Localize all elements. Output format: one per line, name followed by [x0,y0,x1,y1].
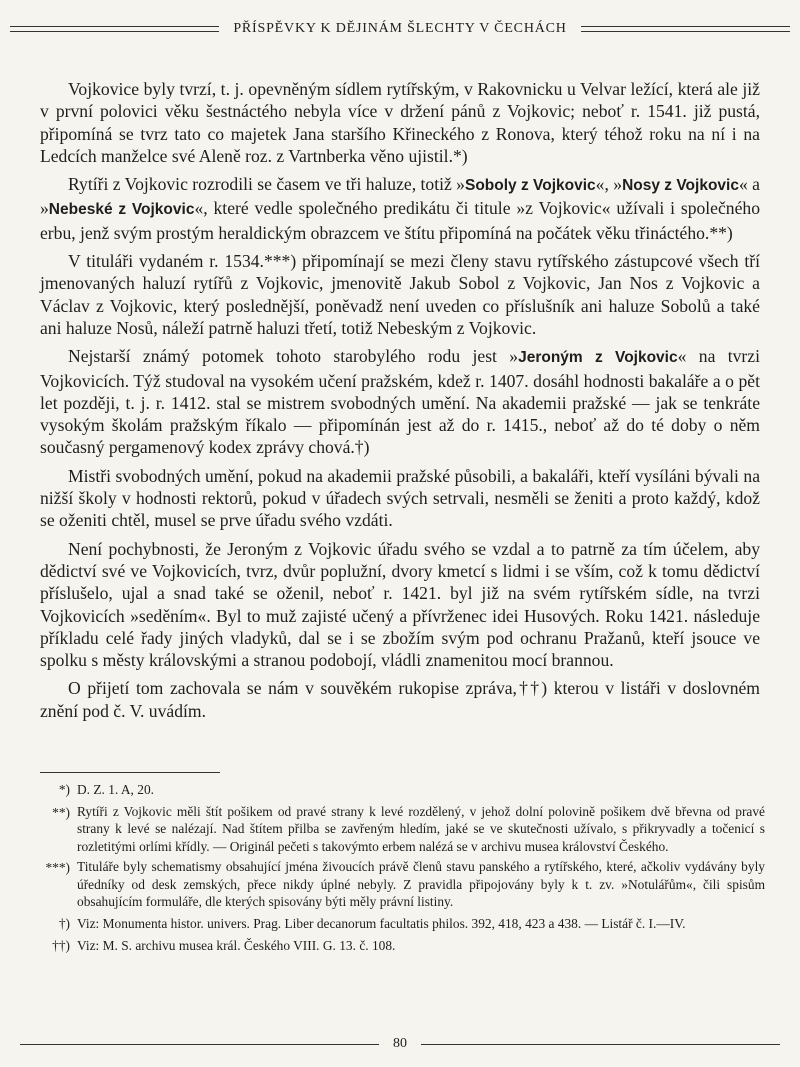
header-title: PŘÍSPĚVKY K DĚJINÁM ŠLECHTY V ČECHÁCH [233,21,567,36]
footnote-text: D. Z. 1. A, 20. [77,782,154,797]
emphasized-name: Nebeské z Vojkovic [48,201,195,219]
footer-rule-left [20,1044,379,1045]
footnote [40,936,765,956]
footnote [40,858,765,911]
text-run: Nejstarší známý potomek tohoto starobylého rodu jest » [68,346,519,367]
emphasized-name: Nosy z Vojkovic [622,177,739,195]
footnote-mark: *) [58,782,70,797]
body-paragraph [40,173,760,244]
text-run: O přijetí tom zachovala se nám v souvěkém rukopise zpráva,††) kterou v listáři v doslovném znění pod č. V. uvádím. [40,678,760,721]
page-footer [20,1034,780,1054]
footnote-separator [40,772,220,773]
footnote-text: Rytíři z Vojkovic měli štít pošikem od pravé strany k levé rozdělený, v jehož dolní polovině pošikem dvě břevna od pravé strany k levé se nalézají. Nad štítem přilba se zavřeným hledím, jaké se ve skutečnosti užívalo, s přikryvadly a točenicí s rozletitými orlími křídly. — Originál pečeti s takovýmto erbem nalézá se v archivu musea království Českého. [77,803,765,854]
footnote-text: Tituláře byly schematismy obsahující jména živoucích právě členů stavu panského a rytířského, které, ačkoliv vydávány byly úředníky od desk zemských, přece nikdy úplné nebyly. Z pravidla připojovány byly k t. zv. »Notulářům«, čili spisům obsahujícím formuláře, dle kterých spisovány býti měly právní listiny. [77,859,765,910]
running-header [10,14,790,44]
footnote-mark: †) [58,915,70,931]
text-run: Rytíři z Vojkovic rozrodili se časem ve tři haluze, totiž » [68,174,465,195]
text-run: V tituláři vydaném r. 1534.***) připomínají se mezi členy stavu rytířského zástupcové všech tří jmenovaných haluzí rytířů z Vojkovic, jmenovitě Jakub Sobol z Vojkovic, Jan Nos z Vojkovic a Václav z Vojkovic, který poslednější, poněvadž není uveden co příslušník ani haluze Sobolů a také ani haluze Nosů, náleží patrně haluzi třetí, totiž Nebeským z Vojkovic. [40,251,760,338]
body-paragraph [40,345,760,458]
footnotes [40,780,765,956]
body-paragraph [40,465,760,532]
footnote [40,780,765,800]
text-run: « a » [40,174,760,219]
body-paragraph [40,78,760,167]
footnote-text: Viz: Monumenta histor. univers. Prag. Liber decanorum facultatis philos. 392, 418, 423 a 438. — Listář č. I.—IV. [77,915,686,931]
text-run: Vojkovice byly tvrzí, t. j. opevněným sídlem rytířským, v Rakovnicku u Velvar ležící, která ale již v první polovici věku šestnáctého nebyla více v držení pánů z Vojkovic; neboť r. 1541. již pustá, připomíná se tvrz tato co majetek Jana staršího Křineckého z Ronova, který téhož roku na ní i na Ledcích manželce své Aleně roz. z Vartnberka věno ujistil.*) [40,79,760,166]
text-run: Mistři svobodných umění, pokud na akademii pražské působili, a bakaláři, kteří vysíláni bývali na nižší školy v hodnosti rektorů, pokud v úřadech svých setrvali, nesměli se ženiti a proto každý, kdož se oženiti chtěl, musel se prve úřadu svého vzdáti. [40,465,760,531]
footnote-text: Viz: M. S. archivu musea král. Českého VIII. G. 13. č. 108. [77,938,396,954]
text-run: « na tvrzi Vojkovicích. Týž studoval na vysokém učení pražském, kdež r. 1407. dosáhl hodnosti bakaláře a o pět let později, t. j. r. 1412. stal se mistrem svobodných umění. Na akademii pražské — jak se tenkráte vysokým školám pražským říkalo — připomínán jest až do r. 1415., neboť až do té doby o něm současný pergamenový kodex zprávy chová.†) [40,346,760,458]
footnote [40,803,765,856]
main-text [40,78,760,728]
page-number: 80 [393,1036,407,1051]
body-paragraph [40,250,760,339]
footnote-mark: **) [52,804,70,820]
body-paragraph [40,538,760,672]
footnote-mark: ††) [52,938,70,954]
footer-rule-right [421,1044,780,1045]
body-paragraph [40,677,760,722]
text-run: «, které vedle společného predikátu či titule »z Vojkovic« užívali i společného erbu, jenž svým prostým heraldickým obrazcem ve štítu připomíná na počátek věku třináctého.**) [40,198,760,243]
emphasized-name: Soboly z Vojkovic [464,177,596,195]
emphasized-name: Jeroným z Vojkovic [518,349,678,367]
header-rule-right [581,26,790,32]
text-run: «, » [595,174,623,195]
footnote [40,914,765,934]
text-run: Není pochybnosti, že Jeroným z Vojkovic úřadu svého se vzdal a to patrně za tím účelem, aby dědictví své ve Vojkovicích, tvrz, dvůr poplužní, dvory kmetcí s lidmi i se vším, což k tomu dědictví příslušelo, ujal a snad také se oženil, neboť r. 1421. byl již na svém rytířském sídle, na tvrzi Vojkovicích »seděním«. Byl to muž zajisté učený a přívrženec idei Husových. Roku 1421. následuje příkladu celé řady jiných vladyků, dal se i se zbožím svým pod ochranu Pražanů, kteří jsouce ve spolku s městy královskými a stranou podobojí, vládli znamenitou mocí brannou. [40,538,760,671]
header-rule-left [10,26,219,32]
footnote-mark: ***) [45,860,70,876]
